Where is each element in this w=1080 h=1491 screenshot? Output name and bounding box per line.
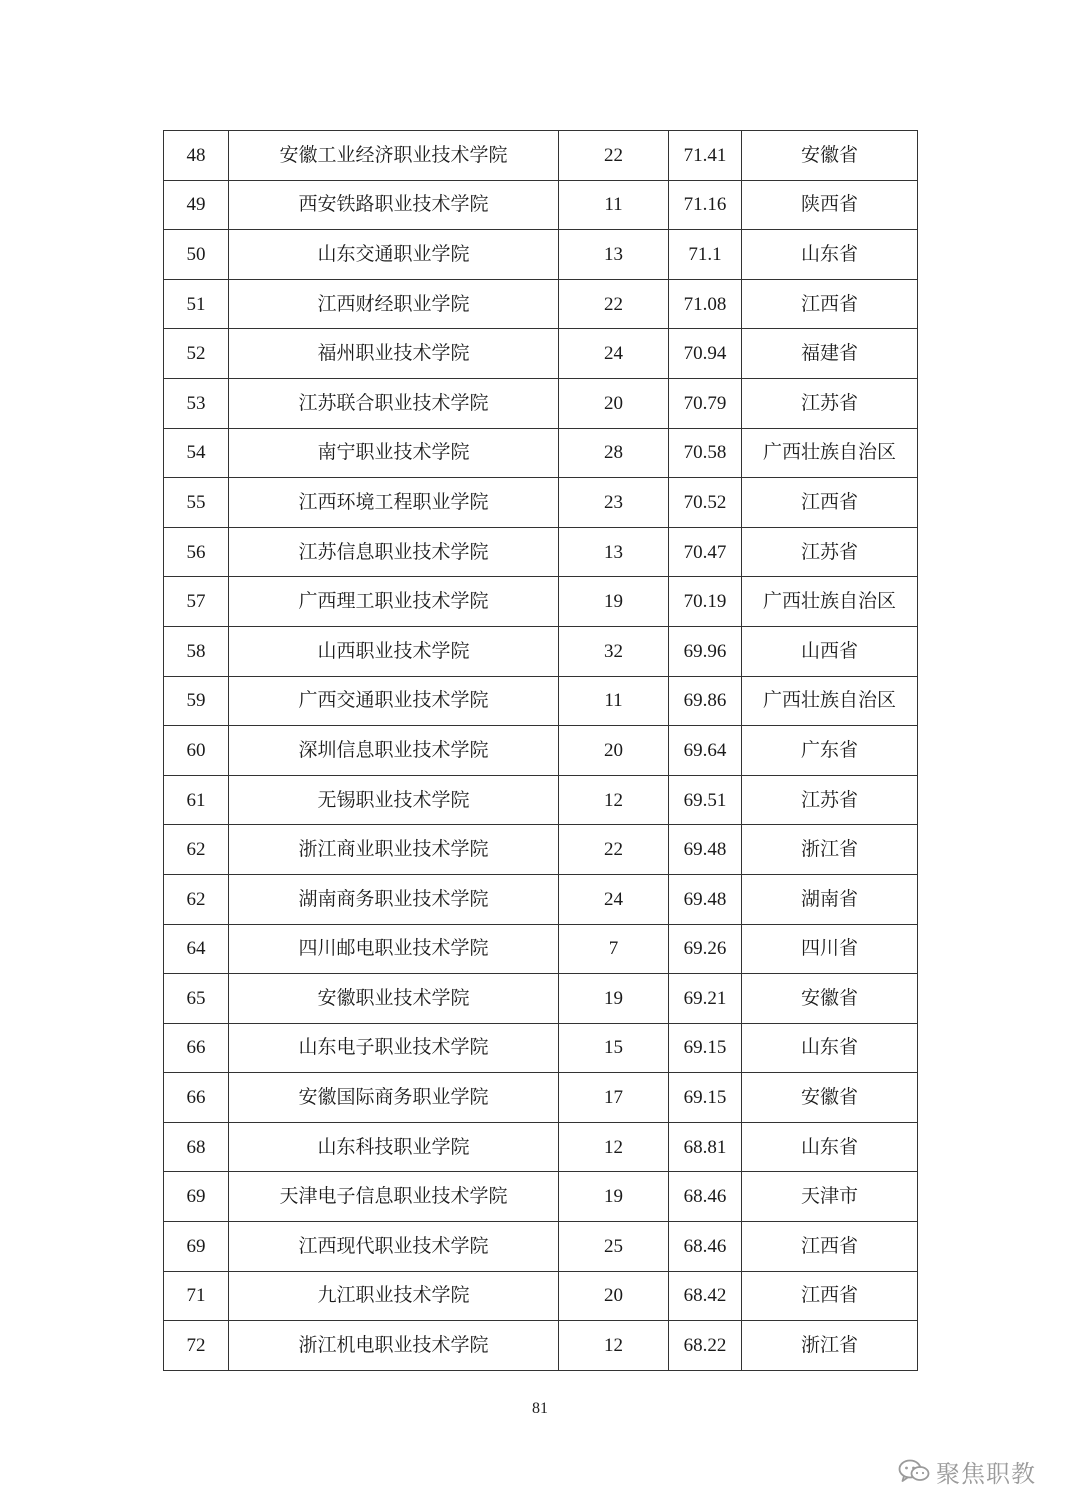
watermark [898, 1456, 1036, 1486]
cell-score: 69.26 [669, 924, 742, 974]
cell-score: 69.15 [669, 1023, 742, 1073]
cell-score: 69.48 [669, 874, 742, 924]
table-row [164, 527, 918, 577]
cell-rank: 52 [164, 329, 229, 379]
cell-province: 江苏省 [742, 378, 918, 428]
cell-province: 山东省 [742, 1023, 918, 1073]
cell-count: 19 [559, 1172, 669, 1222]
cell-rank: 51 [164, 279, 229, 329]
cell-count: 11 [559, 180, 669, 230]
table-row [164, 1222, 918, 1272]
cell-rank: 66 [164, 1023, 229, 1073]
table-row [164, 775, 918, 825]
cell-score: 69.48 [669, 825, 742, 875]
table-row [164, 577, 918, 627]
cell-rank: 72 [164, 1321, 229, 1371]
table-row [164, 428, 918, 478]
cell-count: 15 [559, 1023, 669, 1073]
cell-name: 广西理工职业技术学院 [229, 577, 559, 627]
cell-count: 13 [559, 527, 669, 577]
cell-rank: 54 [164, 428, 229, 478]
cell-count: 22 [559, 279, 669, 329]
cell-name: 湖南商务职业技术学院 [229, 874, 559, 924]
cell-name: 浙江机电职业技术学院 [229, 1321, 559, 1371]
cell-score: 70.58 [669, 428, 742, 478]
cell-score: 69.86 [669, 676, 742, 726]
cell-name: 江西财经职业学院 [229, 279, 559, 329]
cell-province: 广西壮族自治区 [742, 577, 918, 627]
table-row [164, 974, 918, 1024]
cell-name: 西安铁路职业技术学院 [229, 180, 559, 230]
table-row [164, 874, 918, 924]
cell-score: 70.47 [669, 527, 742, 577]
cell-rank: 61 [164, 775, 229, 825]
cell-score: 70.94 [669, 329, 742, 379]
cell-name: 浙江商业职业技术学院 [229, 825, 559, 875]
cell-rank: 53 [164, 378, 229, 428]
cell-name: 深圳信息职业技术学院 [229, 726, 559, 776]
page-number: 81 [532, 1400, 548, 1417]
table-row [164, 1172, 918, 1222]
cell-rank: 68 [164, 1122, 229, 1172]
cell-province: 广西壮族自治区 [742, 676, 918, 726]
cell-count: 12 [559, 775, 669, 825]
cell-name: 安徽职业技术学院 [229, 974, 559, 1024]
cell-count: 24 [559, 329, 669, 379]
watermark-text: 聚焦职教 [936, 1459, 1036, 1488]
cell-score: 69.15 [669, 1073, 742, 1123]
cell-name: 安徽国际商务职业学院 [229, 1073, 559, 1123]
cell-name: 山东交通职业学院 [229, 230, 559, 280]
cell-rank: 57 [164, 577, 229, 627]
cell-count: 25 [559, 1222, 669, 1272]
cell-name: 九江职业技术学院 [229, 1271, 559, 1321]
cell-name: 山东科技职业学院 [229, 1122, 559, 1172]
table-row [164, 329, 918, 379]
cell-name: 南宁职业技术学院 [229, 428, 559, 478]
table-row [164, 131, 918, 181]
cell-name: 安徽工业经济职业技术学院 [229, 131, 559, 181]
cell-province: 江西省 [742, 1271, 918, 1321]
cell-count: 12 [559, 1321, 669, 1371]
cell-count: 20 [559, 1271, 669, 1321]
cell-count: 23 [559, 478, 669, 528]
cell-count: 22 [559, 825, 669, 875]
cell-province: 江苏省 [742, 527, 918, 577]
table-row [164, 1023, 918, 1073]
cell-count: 7 [559, 924, 669, 974]
table-row [164, 1122, 918, 1172]
cell-score: 68.46 [669, 1222, 742, 1272]
cell-score: 71.41 [669, 131, 742, 181]
table-row [164, 676, 918, 726]
cell-name: 天津电子信息职业技术学院 [229, 1172, 559, 1222]
table-row [164, 180, 918, 230]
cell-name: 江苏信息职业技术学院 [229, 527, 559, 577]
cell-province: 陕西省 [742, 180, 918, 230]
cell-count: 17 [559, 1073, 669, 1123]
cell-name: 江西环境工程职业学院 [229, 478, 559, 528]
table-row [164, 726, 918, 776]
cell-score: 69.51 [669, 775, 742, 825]
cell-count: 12 [559, 1122, 669, 1172]
cell-province: 安徽省 [742, 1073, 918, 1123]
cell-province: 安徽省 [742, 131, 918, 181]
cell-count: 11 [559, 676, 669, 726]
cell-rank: 56 [164, 527, 229, 577]
cell-name: 山东电子职业技术学院 [229, 1023, 559, 1073]
cell-score: 71.16 [669, 180, 742, 230]
cell-rank: 59 [164, 676, 229, 726]
cell-rank: 48 [164, 131, 229, 181]
cell-score: 68.46 [669, 1172, 742, 1222]
cell-name: 四川邮电职业技术学院 [229, 924, 559, 974]
cell-count: 24 [559, 874, 669, 924]
table-body [164, 131, 918, 1371]
table-row [164, 478, 918, 528]
cell-province: 山东省 [742, 230, 918, 280]
cell-count: 19 [559, 577, 669, 627]
wechat-icon [898, 1458, 930, 1484]
cell-score: 70.19 [669, 577, 742, 627]
cell-count: 32 [559, 626, 669, 676]
ranking-table [163, 130, 918, 1371]
cell-province: 江西省 [742, 1222, 918, 1272]
cell-province: 广西壮族自治区 [742, 428, 918, 478]
table-row [164, 1073, 918, 1123]
cell-score: 68.22 [669, 1321, 742, 1371]
cell-name: 福州职业技术学院 [229, 329, 559, 379]
cell-count: 20 [559, 726, 669, 776]
cell-province: 广东省 [742, 726, 918, 776]
cell-province: 江西省 [742, 279, 918, 329]
cell-score: 69.21 [669, 974, 742, 1024]
cell-rank: 66 [164, 1073, 229, 1123]
cell-rank: 69 [164, 1222, 229, 1272]
cell-province: 福建省 [742, 329, 918, 379]
cell-rank: 62 [164, 874, 229, 924]
cell-score: 68.42 [669, 1271, 742, 1321]
cell-province: 山西省 [742, 626, 918, 676]
cell-score: 70.52 [669, 478, 742, 528]
cell-count: 22 [559, 131, 669, 181]
table-row [164, 626, 918, 676]
cell-rank: 65 [164, 974, 229, 1024]
cell-score: 69.64 [669, 726, 742, 776]
cell-score: 71.1 [669, 230, 742, 280]
cell-rank: 64 [164, 924, 229, 974]
cell-score: 71.08 [669, 279, 742, 329]
cell-name: 广西交通职业技术学院 [229, 676, 559, 726]
cell-rank: 71 [164, 1271, 229, 1321]
cell-score: 69.96 [669, 626, 742, 676]
cell-province: 浙江省 [742, 1321, 918, 1371]
cell-rank: 50 [164, 230, 229, 280]
cell-province: 四川省 [742, 924, 918, 974]
cell-rank: 69 [164, 1172, 229, 1222]
cell-count: 13 [559, 230, 669, 280]
table-row [164, 924, 918, 974]
cell-score: 70.79 [669, 378, 742, 428]
table-row [164, 378, 918, 428]
cell-rank: 55 [164, 478, 229, 528]
cell-count: 28 [559, 428, 669, 478]
cell-province: 安徽省 [742, 974, 918, 1024]
cell-rank: 60 [164, 726, 229, 776]
cell-rank: 49 [164, 180, 229, 230]
table-row [164, 230, 918, 280]
cell-name: 江西现代职业技术学院 [229, 1222, 559, 1272]
cell-count: 19 [559, 974, 669, 1024]
cell-score: 68.81 [669, 1122, 742, 1172]
table-row [164, 1271, 918, 1321]
cell-province: 江西省 [742, 478, 918, 528]
cell-name: 无锡职业技术学院 [229, 775, 559, 825]
table-row [164, 825, 918, 875]
cell-province: 天津市 [742, 1172, 918, 1222]
cell-rank: 62 [164, 825, 229, 875]
cell-name: 江苏联合职业技术学院 [229, 378, 559, 428]
table-row [164, 279, 918, 329]
table-row [164, 1321, 918, 1371]
cell-province: 山东省 [742, 1122, 918, 1172]
cell-rank: 58 [164, 626, 229, 676]
cell-count: 20 [559, 378, 669, 428]
cell-province: 湖南省 [742, 874, 918, 924]
cell-province: 江苏省 [742, 775, 918, 825]
cell-name: 山西职业技术学院 [229, 626, 559, 676]
cell-province: 浙江省 [742, 825, 918, 875]
